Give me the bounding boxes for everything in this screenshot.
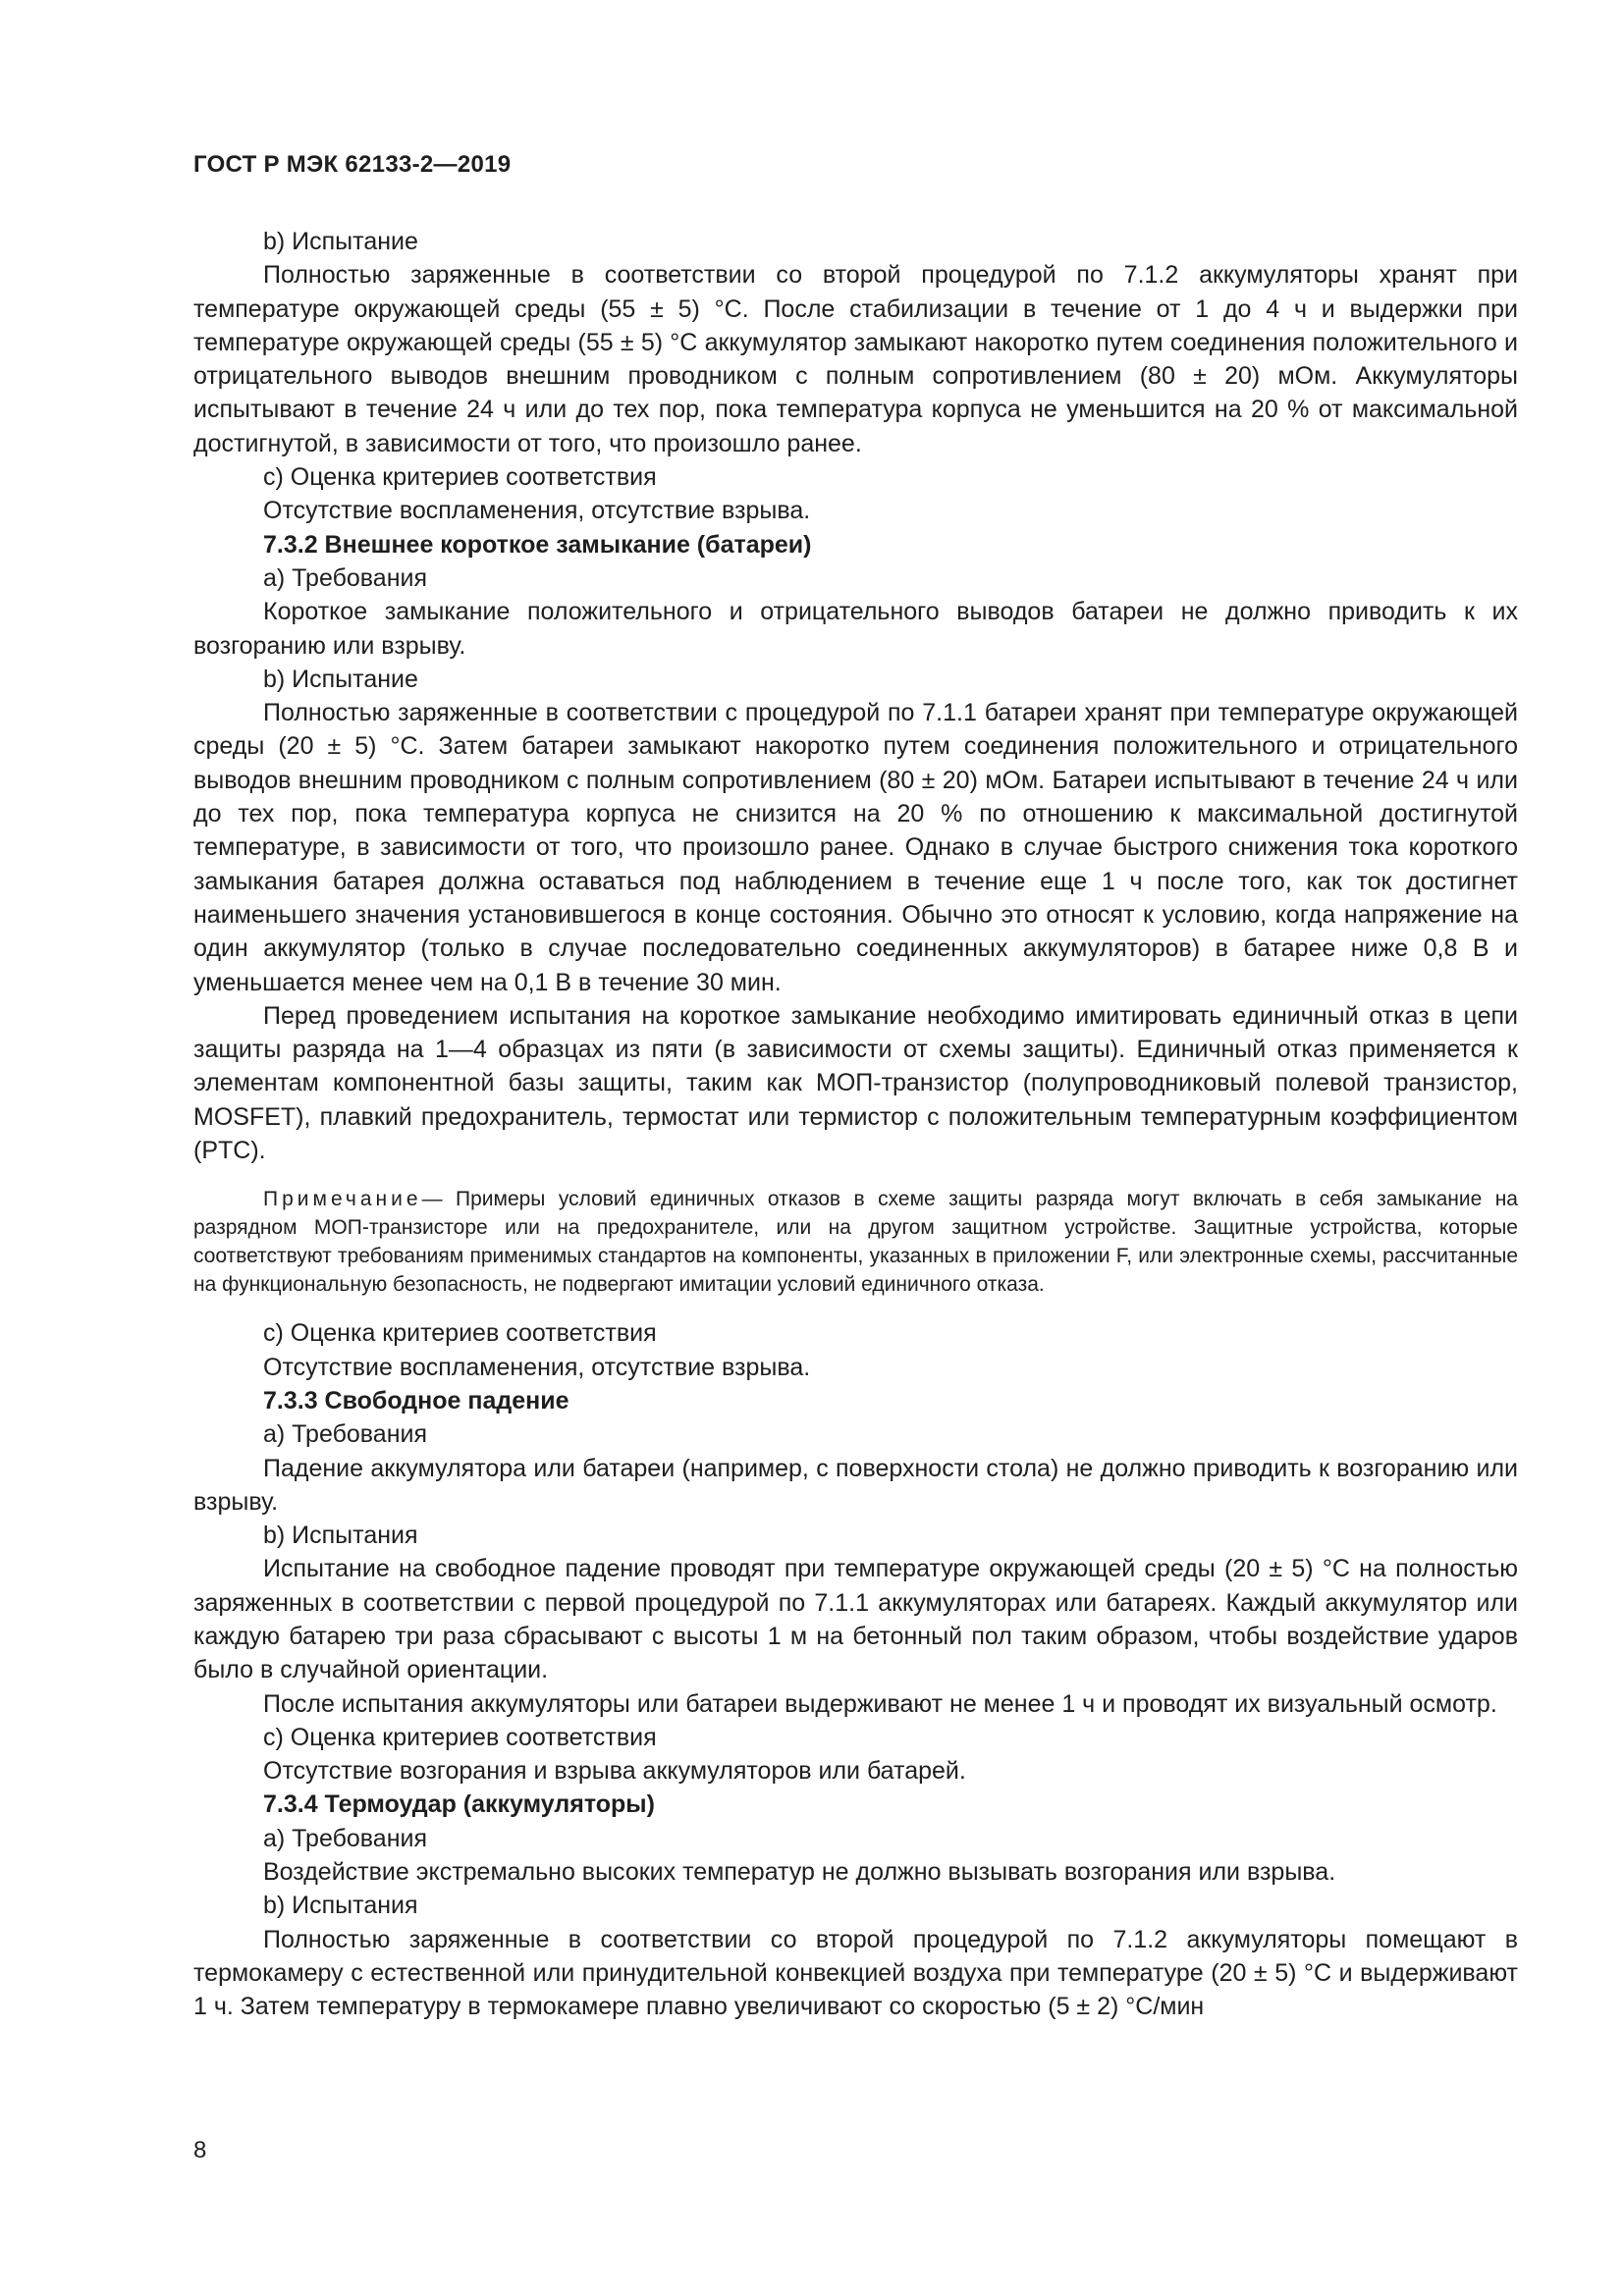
paragraph: Отсутствие воспламенения, отсутствие взрыва.: [263, 497, 811, 525]
section-heading-7-3-4: 7.3.4 Термоудар (аккумуляторы): [263, 1790, 655, 1819]
paragraph-subheading: a) Требования: [263, 1824, 428, 1852]
paragraph-subheading: b) Испытание: [263, 665, 418, 693]
paragraph-subheading: c) Оценка критериев соответствия: [263, 463, 657, 492]
paragraph-subheading: b) Испытания: [263, 1522, 418, 1550]
paragraph: Полностью заряженные в соответствии со второй процедурой по 7.1.2 аккумуляторы помещают в термокамеру с естественной или принудительной конвекцией воздуха при температуре (20 ± 5) °С и выдерживают 1 ч. Затем температуру в термокамере плавно увеличивают со скоростью (5 ± 2) °С/мин: [193, 1925, 1518, 2021]
paragraph: Испытание на свободное падение проводят при температуре окружающей среды (20 ± 5) °С на полностью заряженных в соответствии с первой процедурой по 7.1.1 аккумуляторах или батареях. Каждый аккумулятор или каждую батарею три раза сбрасывают с высоты 1 м на бетонный пол таким образом, чтобы воздействие ударов было в случайной ориентации.: [193, 1555, 1518, 1684]
paragraph: Воздействие экстремально высоких температур не должно вызывать возгорания или взрыва.: [263, 1858, 1336, 1887]
paragraph-subheading: a) Требования: [263, 1420, 428, 1449]
paragraph: Полностью заряженные в соответствии с процедурой по 7.1.1 батареи хранят при температуре окружающей среды (20 ± 5) °С. Затем батареи замыкают накоротко путем соединения положительного и отрицательного выводов внешним проводником с полным сопротивлением (80 ± 20) мОм. Батареи испытывают в течение 24 ч или до тех пор, пока температура корпуса не снизится на 20 % по отношению к максимальной достигнутой температуре, в зависимости от того, что произошло ранее. Однако в случае быстрого снижения тока короткого замыкания батарея должна оставаться под наблюдением в течение еще 1 ч после того, как ток достигнет наименьшего значения установившегося в конце состояния. Обычно это относят к условию, когда напряжение на один аккумулятор (только в случае последовательно соединенных аккумуляторов) в батарее ниже 0,8 В и уменьшается менее чем на 0,1 В в течение 30 мин.: [193, 699, 1518, 996]
paragraph: Полностью заряженные в соответствии со второй процедурой по 7.1.2 аккумуляторы хранят при температуре окружающей среды (55 ± 5) °С. После стабилизации в течение от 1 до 4 ч и выдержки при температуре окружающей среды (55 ± 5) °С аккумулятор замыкают накоротко путем соединения положительного и отрицательного выводов внешним проводником с полным сопротивлением (80 ± 20) мОм. Аккумуляторы испытывают в течение 24 ч или до тех пор, пока температура корпуса не уменьшится на 20 % от максимальной достигнутой, в зависимости от того, что произошло ранее.: [193, 261, 1518, 457]
paragraph-subheading: b) Испытание: [263, 228, 418, 255]
paragraph: Отсутствие воспламенения, отсутствие взрыва.: [263, 1353, 811, 1381]
page-number: 8: [193, 2137, 207, 2163]
page-body: [193, 225, 1518, 2024]
section-heading-7-3-3: 7.3.3 Свободное падение: [263, 1386, 569, 1415]
note-text: — Примеры условий единичных отказов в схеме защиты разряда могут включать в себя замыкание на разрядном МОП-транзисторе или на предохранителе, или на другом защитном устройстве. Защитные устройства, которые соответствуют требованиям применимых стандартов на компоненты, указанных в приложении F, или электронные схемы, рассчитанные на функциональную безопасность, не подвергают имитации условий единичного отказа.: [193, 1188, 1518, 1297]
paragraph: Перед проведением испытания на короткое замыкание необходимо имитировать единичный отказ в цепи защиты разряда на 1—4 образцах из пяти (в зависимости от схемы защиты). Единичный отказ применяется к элементам компонентной базы защиты, таким как МОП-транзистор (полупроводниковый полевой транзистор, MOSFET), плавкий предохранитель, термостат или термистор с положительным температурным коэффициентом (PTC).: [193, 1001, 1518, 1165]
paragraph: После испытания аккумуляторы или батареи выдерживают не менее 1 ч и проводят их визуальный осмотр.: [263, 1689, 1497, 1718]
paragraph: Падение аккумулятора или батареи (например, с поверхности стола) не должно приводить к возгоранию или взрыву.: [193, 1454, 1518, 1516]
paragraph-subheading: b) Испытания: [263, 1892, 418, 1920]
document-header-standard: ГОСТ Р МЭК 62133-2—2019: [193, 151, 512, 178]
paragraph: Отсутствие возгорания и взрыва аккумуляторов или батарей.: [263, 1757, 966, 1786]
section-heading-7-3-2: 7.3.2 Внешнее короткое замыкание (батареи): [263, 530, 812, 559]
note-paragraph: [193, 1185, 1518, 1299]
paragraph-subheading: c) Оценка критериев соответствия: [263, 1723, 657, 1751]
paragraph: Короткое замыкание положительного и отрицательного выводов батареи не должно приводить к их возгоранию или взрыву.: [193, 598, 1518, 660]
paragraph-subheading: c) Оценка критериев соответствия: [263, 1319, 657, 1348]
paragraph-subheading: a) Требования: [263, 563, 428, 592]
note-label: Примечание: [263, 1188, 422, 1211]
